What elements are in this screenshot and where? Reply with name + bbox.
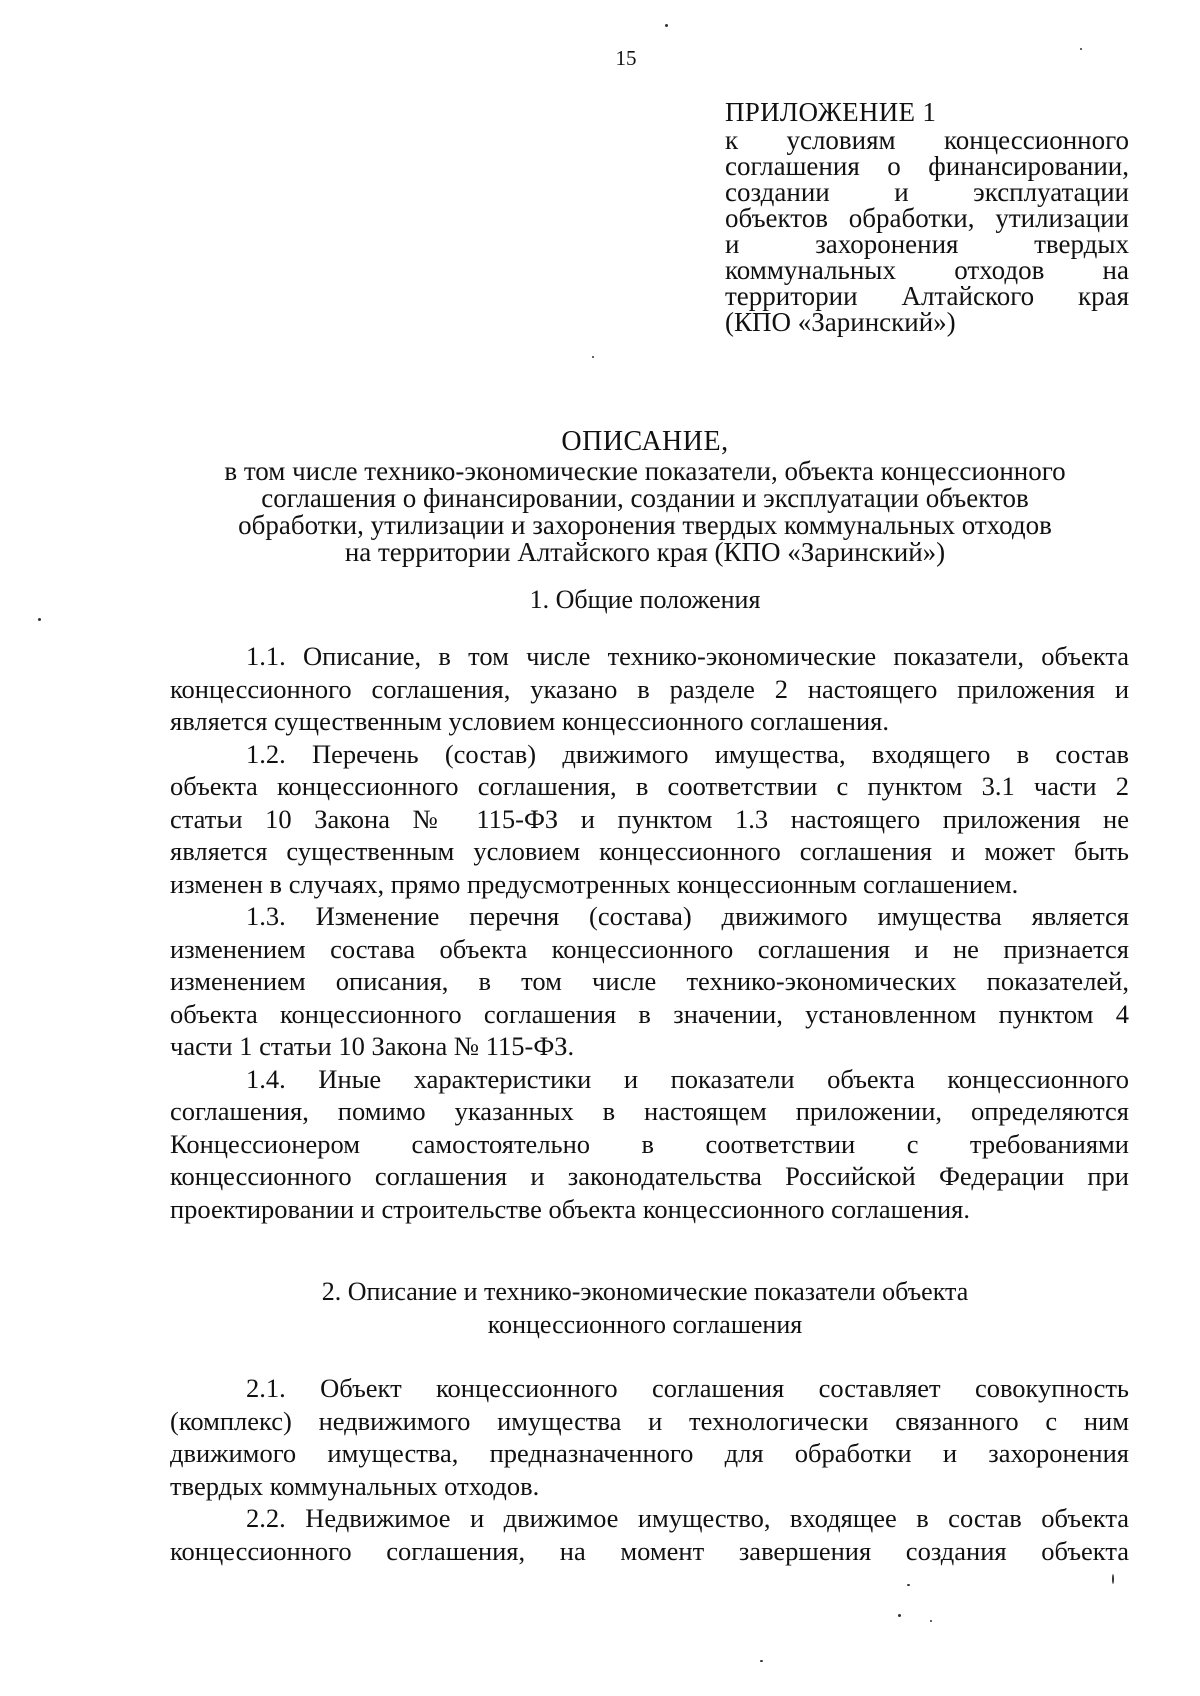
text-line: движимого имущества, предназначенного для обработки и захоронения [170, 1438, 1129, 1468]
paragraph-1-4 [170, 1063, 1129, 1226]
text-line: изменен в случаях, прямо предусмотренных концессионным соглашением. [170, 868, 1019, 899]
appendix-line: объектов обработки, утилизации [725, 203, 1129, 233]
scan-speck [1112, 1574, 1114, 1584]
scan-speck [907, 1584, 910, 1586]
scan-speck [1080, 48, 1082, 50]
section-1-title: 1. Общие положения [529, 585, 761, 614]
paragraph-2-2 [170, 1502, 1129, 1567]
appendix-line: создании и эксплуатации [725, 177, 1129, 207]
text-line: 1.2. Перечень (состав) движимого имущества, входящего в состав [246, 738, 1129, 769]
text-line: проектировании и строительстве объекта концессионного соглашения. [170, 1193, 970, 1224]
text-line: 2.2. Недвижимое и движимое имущество, входящее в состав объекта [246, 1503, 1129, 1533]
description-heading: ОПИСАНИЕ, [561, 426, 729, 457]
text-line: концессионного соглашения и законодательства Российской Федерации при [170, 1161, 1129, 1191]
description-block [150, 426, 1140, 566]
description-line: обработки, утилизации и захоронения твердых коммунальных отходов [238, 510, 1052, 540]
text-line: объекта концессионного соглашения, в соответствии с пунктом 3.1 части 2 [170, 771, 1129, 801]
paragraph-1-2 [170, 738, 1129, 901]
scan-speck [665, 24, 668, 27]
text-line: изменением описания, в том числе технико-экономических показателей, [170, 966, 1129, 996]
description-line: на территории Алтайского края (КПО «Заринский») [344, 537, 946, 567]
scan-speck [760, 1660, 763, 1662]
text-line: 1.3. Изменение перечня (состава) движимого имущества является [246, 901, 1129, 931]
text-line: является существенным условием концессионного соглашения и может быть [170, 836, 1129, 866]
section-2-title-line: концессионного соглашения [487, 1310, 803, 1339]
description-line: в том числе технико-экономические показатели, объекта концессионного [224, 456, 1066, 486]
scan-speck [38, 618, 41, 621]
appendix-title: ПРИЛОЖЕНИЕ 1 [725, 97, 937, 127]
paragraph-1-3 [170, 900, 1129, 1063]
text-line: части 1 статьи 10 Закона № 115-ФЗ. [170, 1031, 575, 1061]
text-line: Концессионером самостоятельно в соответствии с требованиями [170, 1128, 1129, 1159]
section-2-body [170, 1372, 1129, 1567]
appendix-line: к условиям концессионного [725, 125, 1129, 155]
appendix-line: соглашения о финансировании, [725, 151, 1129, 181]
text-line: является существенным условием концессионного соглашения. [170, 706, 889, 736]
text-line: 1.4. Иные характеристики и показатели объекта концессионного [246, 1063, 1129, 1094]
scan-speck [930, 1620, 932, 1622]
scan-speck [898, 1614, 901, 1617]
appendix-line: коммунальных отходов на [725, 255, 1129, 285]
appendix-line: (КПО «Заринский») [725, 307, 956, 337]
text-line: концессионного соглашения, указано в разделе 2 настоящего приложения и [170, 673, 1129, 704]
paragraph-2-1 [170, 1372, 1129, 1502]
appendix-line: и захоронения твердых [725, 229, 1129, 259]
description-line: соглашения о финансировании, создании и эксплуатации объектов [261, 483, 1029, 513]
scan-speck [592, 356, 594, 358]
appendix-block [725, 97, 1129, 335]
section-2-title [150, 1275, 1140, 1341]
text-line: изменением состава объекта концессионного соглашения и не признается [170, 933, 1129, 964]
text-line: статьи 10 Закона № 115-ФЗ и пунктом 1.3 настоящего приложения не [170, 803, 1129, 834]
text-line: (комплекс) недвижимого имущества и технологически связанного с ним [170, 1405, 1129, 1436]
section-1-body [170, 640, 1129, 1225]
text-line: 2.1. Объект концессионного соглашения составляет совокупность [246, 1373, 1129, 1403]
text-line: соглашения, помимо указанных в настоящем приложении, определяются [170, 1096, 1129, 1126]
appendix-line: территории Алтайского края [725, 281, 1129, 311]
text-line: объекта концессионного соглашения в значении, установленном пунктом 4 [170, 998, 1129, 1029]
text-line: твердых коммунальных отходов. [170, 1470, 540, 1501]
page-number: 15 [615, 46, 637, 70]
section-2-title-line: 2. Описание и технико-экономические показатели объекта [321, 1277, 969, 1306]
text-line: 1.1. Описание, в том числе технико-экономические показатели, объекта [246, 641, 1129, 671]
text-line: концессионного соглашения, на момент завершения создания объекта [170, 1535, 1129, 1566]
paragraph-1-1 [170, 640, 1129, 738]
